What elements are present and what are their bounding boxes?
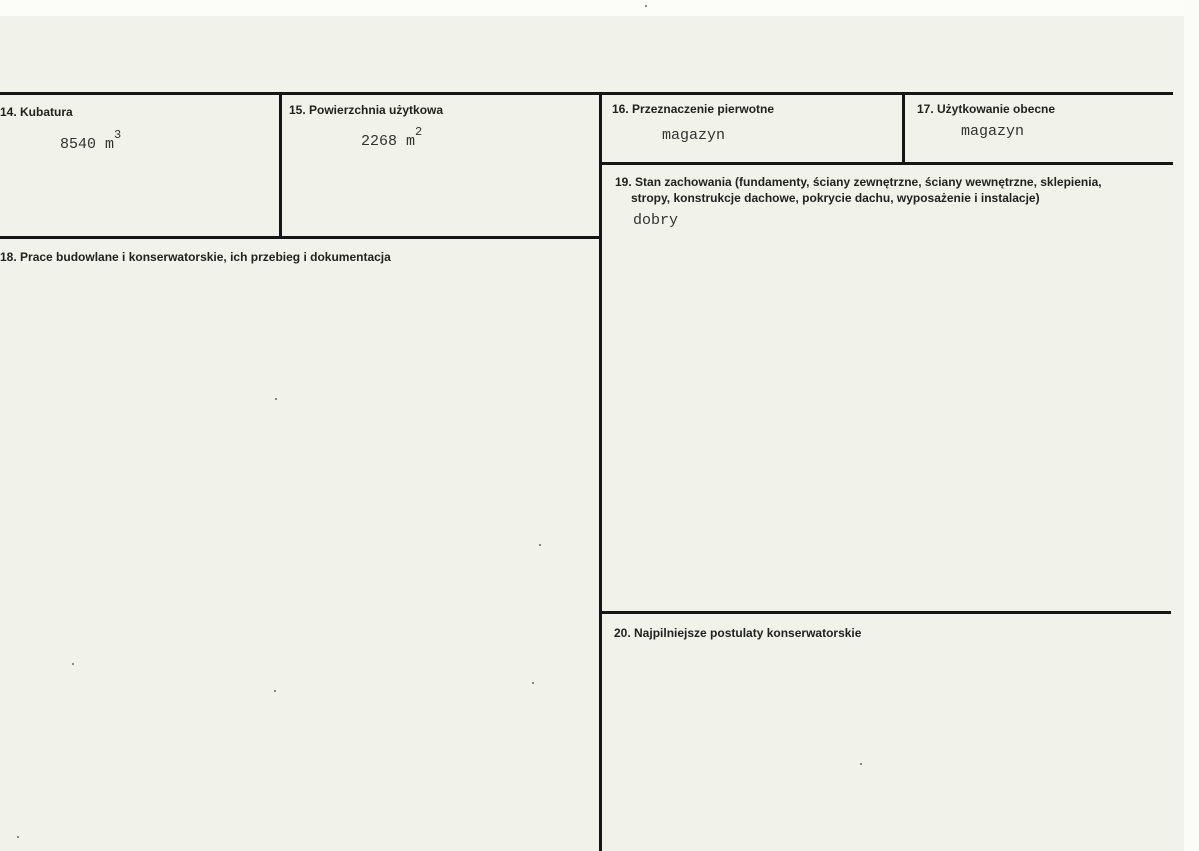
field-14-label: 14. Kubatura [0, 105, 73, 119]
field-14-exponent: 3 [114, 128, 122, 142]
scan-speck [274, 690, 276, 692]
scan-speck [539, 544, 541, 546]
scan-speck [275, 398, 277, 400]
field-15-exponent: 2 [415, 125, 423, 139]
scan-speck [72, 663, 74, 665]
rule-box19-bottom [602, 611, 1171, 614]
form-sheet [0, 16, 1184, 851]
rule-row14-bottom [0, 236, 602, 239]
scan-speck [532, 682, 534, 684]
field-15-number: 2268 m [361, 133, 416, 150]
field-14-number: 8540 m [60, 136, 115, 153]
rule-col14-right [279, 92, 282, 239]
field-17-label: 17. Użytkowanie obecne [917, 102, 1056, 116]
field-19-label-line1: 19. Stan zachowania (fundamenty, ściany zewnętrzne, ściany wewnętrzne, sklepienia, [615, 175, 1102, 189]
rule-top [0, 92, 1173, 95]
field-15-value [361, 125, 423, 150]
rule-row16-bottom [600, 162, 1173, 165]
scan-speck [860, 763, 862, 765]
field-16-label: 16. Przeznaczenie pierwotne [612, 102, 775, 116]
field-14-value [60, 128, 122, 153]
rule-col16-right [902, 92, 905, 165]
scan-speck [17, 836, 19, 838]
field-17-value: magazyn [961, 123, 1025, 140]
field-19-label-line2: stropy, konstrukcje dachowe, pokrycie dachu, wyposażenie i instalacje) [631, 191, 1040, 205]
rule-center [599, 92, 602, 851]
field-19-value: dobry [633, 212, 679, 229]
field-20-label: 20. Najpilniejsze postulaty konserwatorskie [614, 626, 862, 640]
scan-top-margin [0, 0, 1199, 16]
scan-right-margin [1184, 0, 1199, 851]
scan-speck [645, 5, 647, 7]
field-15-label: 15. Powierzchnia użytkowa [289, 103, 444, 117]
field-18-label: 18. Prace budowlane i konserwatorskie, ich przebieg i dokumentacja [0, 250, 391, 264]
field-16-value: magazyn [662, 127, 726, 144]
